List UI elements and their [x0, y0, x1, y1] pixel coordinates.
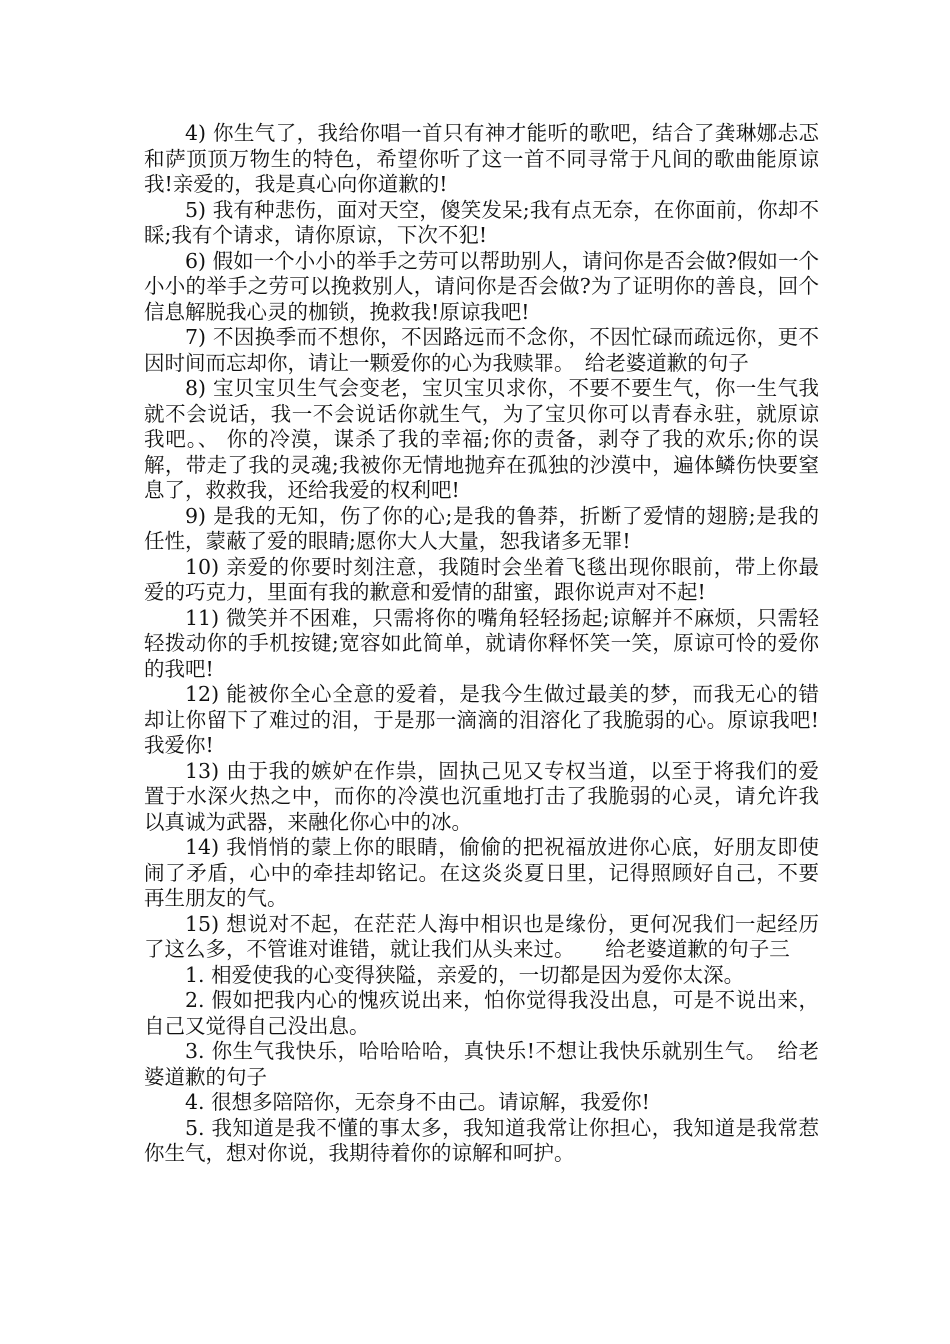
paragraph: 1. 相爱使我的心变得狭隘，亲爱的，一切都是因为爱你太深。 [185, 962, 745, 987]
paragraph: 4. 很想多陪陪你，无奈身不由己。请谅解，我爱你! [185, 1090, 650, 1114]
paragraph: 13) 由于我的嫉妒在作祟，固执己见又专权当道，以至于将我们的爱置于水深火热之中，而你的冷漠也沉重地打击了我脆弱的心灵，请允许我以真诚为武器，来融化你心中的冰。 [144, 758, 819, 834]
paragraph: 8) 宝贝宝贝生气会变老，宝贝宝贝求你，不要不要生气，你一生气我就不会说话，我一不会说话你就生气，为了宝贝你可以青春永驻，就原谅我吧。、 你的冷漠，谋杀了我的幸福;你的责备，剥夺了我的欢乐;你的误解，带走了我的灵魂;我被你无情地抛弃在孤独的沙漠中，遍体鳞伤快要窒息了，救救我，还给我爱的权利吧! [144, 376, 819, 502]
paragraph: 10) 亲爱的你要时刻注意，我随时会坐着飞毯出现你眼前，带上你最爱的巧克力，里面有我的歉意和爱情的甜蜜，跟你说声对不起! [144, 554, 819, 604]
paragraph: 5) 我有种悲伤，面对天空，傻笑发呆;我有点无奈，在你面前，你却不睬;我有个请求，请你原谅，下次不犯! [144, 197, 819, 247]
paragraph: 9) 是我的无知，伤了你的心;是我的鲁莽，折断了爱情的翅膀;是我的任性，蒙蔽了爱的眼睛;愿你大人大量，恕我诸多无罪! [144, 503, 819, 553]
paragraph: 4) 你生气了，我给你唱一首只有神才能听的歌吧，结合了龚琳娜忐忑和萨顶顶万物生的特色，希望你听了这一首不同寻常于凡间的歌曲能原谅我!亲爱的，我是真心向你道歉的! [144, 121, 819, 196]
paragraph: 2. 假如把我内心的愧疚说出来，怕你觉得我没出息，可是不说出来，自己又觉得自己没出息。 [144, 988, 819, 1038]
paragraph: 11) 微笑并不困难，只需将你的嘴角轻轻扬起;谅解并不麻烦，只需轻轻拨动你的手机按键;宽容如此简单，就请你释怀笑一笑，原谅可怜的爱你的我吧! [144, 605, 819, 681]
paragraph: 7) 不因换季而不想你，不因路远而不念你，不因忙碌而疏远你，更不因时间而忘却你，请让一颗爱你的心为我赎罪。 给老婆道歉的句子 [144, 325, 819, 375]
paragraph: 3. 你生气我快乐，哈哈哈哈，真快乐!不想让我快乐就别生气。 给老婆道歉的句子 [144, 1039, 819, 1089]
document-body [144, 121, 819, 1167]
paragraph: 5. 我知道是我不懂的事太多，我知道我常让你担心，我知道是我常惹你生气，想对你说，我期待着你的谅解和呵护。 [144, 1115, 819, 1165]
paragraph: 15) 想说对不起，在茫茫人海中相识也是缘份，更何况我们一起经历了这么多，不管谁对谁错，就让我们从头来过。 给老婆道歉的句子三 [144, 911, 819, 961]
paragraph: 6) 假如一个小小的举手之劳可以帮助别人，请问你是否会做?假如一个小小的举手之劳可以挽救别人，请问你是否会做?为了证明你的善良，回个信息解脱我心灵的枷锁，挽救我!原谅我吧! [144, 248, 819, 324]
paragraph: 14) 我悄悄的蒙上你的眼睛，偷偷的把祝福放进你心底，好朋友即使闹了矛盾，心中的牵挂却铭记。在这炎炎夏日里，记得照顾好自己，不要再生朋友的气。 [144, 835, 819, 910]
paragraph: 12) 能被你全心全意的爱着，是我今生做过最美的梦，而我无心的错却让你留下了难过的泪，于是那一滴滴的泪溶化了我脆弱的心。原谅我吧!我爱你! [144, 682, 819, 757]
